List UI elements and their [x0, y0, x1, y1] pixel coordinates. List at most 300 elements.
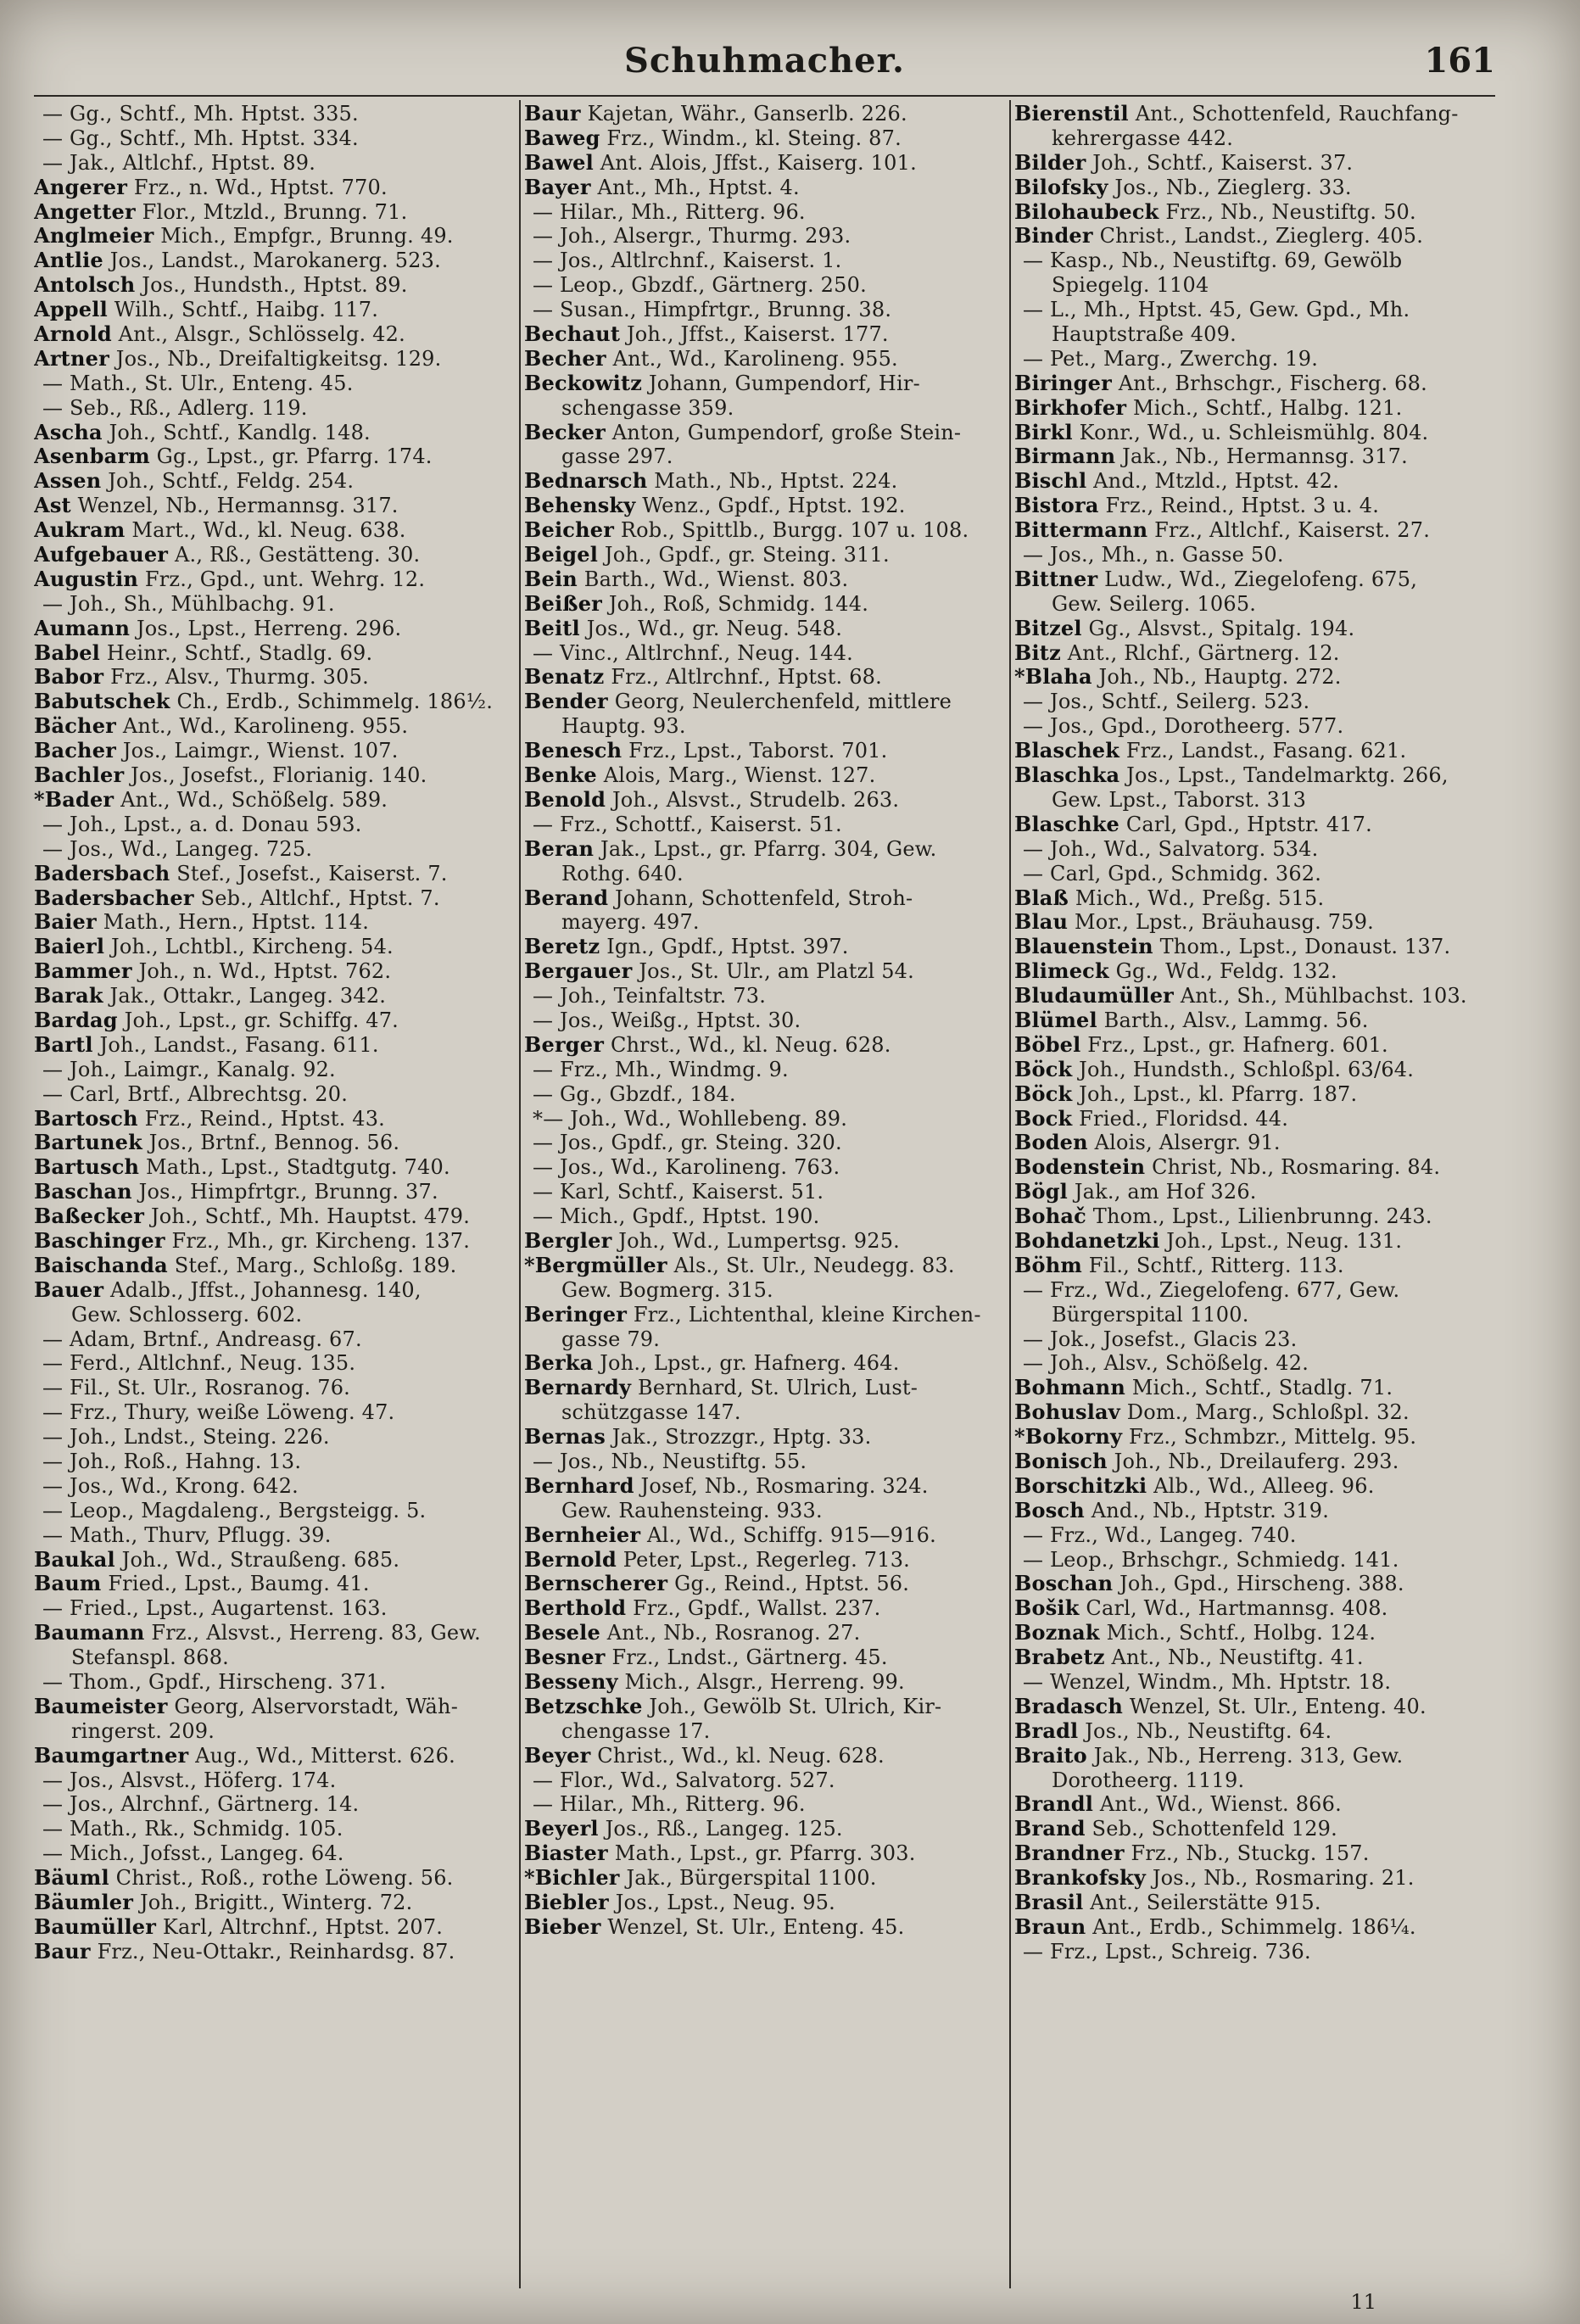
directory-entry [34, 1523, 519, 1548]
directory-entry [1014, 1254, 1495, 1278]
directory-entry [524, 1155, 1009, 1180]
entry-surname: Beyer [524, 1743, 591, 1768]
entry-surname: Aumann [34, 616, 131, 640]
entry-surname: Bitz [1014, 640, 1061, 665]
entry-details: — Math., Rk., Schmidg. 105. [42, 1817, 343, 1841]
directory-entry [524, 1817, 1009, 1841]
directory-entry [1014, 1695, 1495, 1719]
entry-surname: Badersbacher [34, 885, 194, 910]
entry-details: schützgasse 147. [561, 1400, 741, 1425]
entry-surname: Bieber [524, 1914, 601, 1939]
directory-entry [524, 1229, 1009, 1254]
directory-entry [34, 444, 519, 469]
entry-surname: Böhm [1014, 1253, 1082, 1277]
directory-entry [34, 494, 519, 518]
directory-entry [34, 421, 519, 445]
entry-details: Jos., Lpst., Tandelmarktg. 266, [1119, 763, 1449, 788]
header-rule [34, 95, 1495, 97]
directory-entry [524, 837, 1009, 862]
entry-details: Mich., Schtf., Halbg. 121. [1126, 395, 1403, 420]
directory-entry [34, 763, 519, 788]
entry-details: Ant., Wd., Schößelg. 589. [114, 787, 388, 812]
entry-details: Barth., Alsv., Lammg. 56. [1097, 1008, 1369, 1032]
directory-entry [34, 469, 519, 494]
directory-entry [1014, 1841, 1495, 1866]
entry-surname: Artner [34, 346, 109, 371]
directory-entry [524, 543, 1009, 567]
entry-surname: Appell [34, 298, 108, 322]
entry-surname: Böck [1014, 1057, 1073, 1081]
entry-surname: Betzschke [524, 1694, 643, 1718]
directory-entry [524, 935, 1009, 959]
directory-entry [1014, 1058, 1495, 1082]
entry-surname: Birkl [1014, 420, 1073, 444]
entry-details: Mich., Schtf., Stadlg. 71. [1125, 1376, 1393, 1400]
entry-details: Georg, Alservorstadt, Wäh- [167, 1694, 458, 1718]
directory-entry [1014, 1891, 1495, 1915]
entry-surname: Baierl [34, 935, 105, 959]
entry-details: Hauptstraße 409. [1052, 322, 1237, 347]
entry-surname: Bäumler [34, 1891, 134, 1915]
entry-details: Frz., Gpdf., Wallst. 237. [626, 1596, 881, 1621]
directory-entry [34, 837, 519, 862]
entry-surname: Bernold [524, 1547, 617, 1572]
directory-entry [34, 1572, 519, 1596]
entry-details: — Thom., Gpdf., Hirscheng. 371. [42, 1670, 387, 1694]
entry-details: Ant., Sh., Mühlbachst. 103. [1174, 984, 1467, 1008]
entry-surname: Bergauer [524, 959, 633, 984]
entry-continuation [34, 1719, 519, 1744]
directory-entry [34, 1670, 519, 1695]
entry-details: mayerg. 497. [561, 910, 700, 935]
entry-surname: Beringer [524, 1302, 628, 1327]
entry-details: Ign., Gpdf., Hptst. 397. [600, 935, 849, 959]
entry-continuation [524, 862, 1009, 886]
directory-entry [524, 763, 1009, 788]
directory-entry [34, 1376, 519, 1400]
entry-details: — Hilar., Mh., Ritterg. 96. [533, 1792, 806, 1817]
entry-details: Gg., Reind., Hptst. 56. [667, 1572, 910, 1596]
entry-continuation [1014, 1768, 1495, 1793]
entry-surname: Blaschek [1014, 739, 1120, 763]
directory-entry [524, 1082, 1009, 1107]
entry-details: schengasse 359. [561, 395, 734, 420]
directory-entry [1014, 102, 1495, 126]
entry-continuation [1014, 592, 1495, 617]
directory-entry [524, 347, 1009, 372]
entry-details: Gew. Seilerg. 1065. [1052, 591, 1257, 616]
entry-continuation [1014, 273, 1495, 298]
entry-details: — Jos., Mh., n. Gasse 50. [1023, 543, 1284, 567]
directory-entry [524, 249, 1009, 273]
directory-entry [34, 1474, 519, 1499]
directory-entry [1014, 421, 1495, 445]
directory-entry [524, 1841, 1009, 1866]
entry-details: Mich., Empfgr., Brunng. 49. [154, 224, 454, 249]
entry-details: Al., Wd., Schiffg. 915—916. [640, 1522, 936, 1547]
directory-entry [524, 1376, 1009, 1400]
directory-entry [1014, 396, 1495, 421]
entry-details: Ant., Schottenfeld, Rauchfang- [1128, 102, 1459, 126]
directory-entry [34, 567, 519, 592]
directory-entry [1014, 617, 1495, 641]
entry-details: — Frz., Wd., Ziegelofeng. 677, Gew. [1023, 1277, 1400, 1302]
entry-details: — Frz., Schottf., Kaiserst. 51. [533, 812, 842, 836]
entry-surname: Beitl [524, 616, 580, 640]
entry-surname: Bock [1014, 1106, 1073, 1131]
entry-surname: Bierenstil [1014, 102, 1129, 126]
entry-details: Christ., Wd., kl. Neug. 628. [590, 1743, 885, 1768]
entry-details: Frz., Altlrchnf., Hptst. 68. [604, 665, 882, 690]
entry-surname: Benke [524, 763, 597, 788]
entry-details: — Joh., Roß., Hahng. 13. [42, 1449, 302, 1473]
entry-details: Joh., Lchtbl., Kircheng. 54. [104, 935, 394, 959]
entry-surname: Bacher [34, 739, 117, 763]
entry-details: Georg, Neulerchenfeld, mittlere [607, 690, 952, 714]
entry-surname: Assen [34, 469, 102, 494]
directory-entry [1014, 1915, 1495, 1940]
directory-entry [1014, 1792, 1495, 1817]
entry-details: Konr., Wd., u. Schleismühlg. 804. [1072, 420, 1429, 444]
entry-surname: Bosch [1014, 1498, 1085, 1522]
entry-continuation [34, 1303, 519, 1327]
entry-surname: Baur [524, 102, 581, 126]
entry-details: Fried., Lpst., Baumg. 41. [101, 1572, 370, 1596]
directory-entry [1014, 837, 1495, 862]
entry-surname: Bernardy [524, 1376, 632, 1400]
entry-details: Frz., n. Wd., Hptst. 770. [127, 175, 388, 199]
directory-entry [1014, 1940, 1495, 1964]
directory-entry [34, 788, 519, 813]
entry-details: — Joh., Sh., Mühlbachg. 91. [42, 591, 335, 616]
entry-details: Hauptg. 93. [561, 714, 686, 739]
directory-entry [1014, 518, 1495, 543]
entry-details: Mich., Wd., Preßg. 515. [1069, 885, 1325, 910]
entry-details: Joh., Landst., Fasang. 611. [92, 1032, 379, 1057]
entry-details: Joh., Alsvst., Strudelb. 263. [606, 787, 900, 812]
directory-entry [524, 1033, 1009, 1058]
directory-entry [524, 273, 1009, 298]
entry-details: Fil., Schtf., Ritterg. 113. [1081, 1253, 1344, 1277]
directory-entry [1014, 1278, 1495, 1303]
entry-surname: *Bokorny [1014, 1425, 1123, 1450]
directory-entry [34, 273, 519, 298]
entry-surname: Bilder [1014, 150, 1086, 175]
entry-continuation [524, 1499, 1009, 1523]
entry-details: — Frz., Thury, weiße Löweng. 47. [42, 1400, 395, 1425]
entry-surname: Baumüller [34, 1914, 157, 1939]
entry-details: — Jok., Josefst., Glacis 23. [1023, 1327, 1298, 1351]
directory-entry [1014, 1645, 1495, 1670]
entry-details: Ant., Mh., Hptst. 4. [590, 175, 800, 199]
entry-details: Stefanspl. 868. [71, 1645, 229, 1670]
entry-details: — Pet., Marg., Zwerchg. 19. [1023, 346, 1319, 371]
entry-surname: Behensky [524, 494, 636, 518]
entry-details: Kajetan, Währ., Ganserlb. 226. [580, 102, 907, 126]
directory-entry [34, 1229, 519, 1254]
entry-surname: Blümel [1014, 1008, 1097, 1032]
entry-surname: Bartunek [34, 1131, 142, 1155]
entry-details: Math., Nb., Hptst. 224. [647, 469, 898, 494]
directory-entry [524, 1450, 1009, 1474]
entry-surname: Bittermann [1014, 518, 1148, 543]
directory-entry [34, 1278, 519, 1303]
entry-details: — Frz., Lpst., Schreig. 736. [1023, 1939, 1311, 1964]
entry-details: Jos., Himpfrtgr., Brunng. 37. [131, 1180, 438, 1204]
directory-entry [1014, 1107, 1495, 1131]
directory-entry [1014, 1351, 1495, 1376]
entry-details: — Joh., Laimgr., Kanalg. 92. [42, 1057, 336, 1081]
entry-details: Bürgerspital 1100. [1052, 1302, 1249, 1327]
entry-surname: Ascha [34, 420, 103, 444]
directory-entry [34, 690, 519, 714]
entry-surname: Blau [1014, 910, 1069, 935]
entry-surname: Berka [524, 1351, 594, 1376]
entry-surname: *Blaha [1014, 665, 1092, 690]
entry-details: Chrst., Wd., kl. Neug. 628. [604, 1032, 891, 1057]
entry-details: — Jos., Wd., Langeg. 725. [42, 836, 313, 861]
directory-entry [524, 1744, 1009, 1768]
directory-entry [34, 1450, 519, 1474]
entry-details: Alois, Marg., Wienst. 127. [596, 763, 876, 788]
directory-entry [1014, 714, 1495, 739]
entry-details: Flor., Mtzld., Brunng. 71. [135, 199, 408, 224]
entry-surname: Bonisch [1014, 1449, 1108, 1473]
entry-details: — Joh., Teinfaltstr. 73. [533, 984, 767, 1008]
entry-surname: Babel [34, 640, 101, 665]
entry-surname: Beicher [524, 518, 615, 543]
entry-details: Joh., Wd., Straußeng. 685. [114, 1547, 400, 1572]
directory-entry [34, 1107, 519, 1131]
entry-details: Frz., Windm., kl. Steing. 87. [600, 126, 902, 150]
entry-details: Gew. Schlosserg. 602. [71, 1302, 303, 1327]
entry-details: Johann, Schottenfeld, Stroh- [608, 885, 913, 910]
entry-details: Frz., Mh., gr. Kircheng. 137. [165, 1228, 471, 1253]
entry-details: Mich., Schtf., Holbg. 124. [1099, 1621, 1376, 1645]
directory-entry [524, 886, 1009, 911]
entry-details: Jos., Nb., Neustiftg. 64. [1078, 1718, 1332, 1743]
entry-surname: Bernscherer [524, 1572, 668, 1596]
directory-entry [34, 396, 519, 421]
entry-surname: Braun [1014, 1914, 1086, 1939]
entry-details: Gew. Rauhensteing. 933. [561, 1498, 823, 1522]
directory-entry [34, 910, 519, 935]
entry-surname: Benatz [524, 665, 605, 690]
directory-entry [1014, 249, 1495, 273]
entry-details: — Adam, Brtnf., Andreasg. 67. [42, 1327, 362, 1351]
entry-surname: Brabetz [1014, 1645, 1105, 1670]
directory-entry [1014, 1229, 1495, 1254]
directory-entry [1014, 494, 1495, 518]
directory-entry [34, 665, 519, 690]
directory-entry [34, 1327, 519, 1352]
entry-details: gasse 297. [561, 444, 673, 469]
directory-entry [1014, 1450, 1495, 1474]
entry-surname: Babor [34, 665, 104, 690]
entry-details: — Joh., Wd., Salvatorg. 534. [1023, 836, 1319, 861]
entry-details: — Carl, Gpd., Schmidg. 362. [1023, 861, 1322, 885]
page-number: 161 [1424, 41, 1495, 81]
entry-surname: Bechaut [524, 322, 621, 347]
entry-surname: Bernheier [524, 1522, 641, 1547]
entry-continuation [1014, 322, 1495, 347]
entry-details: — Fried., Lpst., Augartenst. 163. [42, 1596, 388, 1621]
entry-details: Frz., Schmbzr., Mittelg. 95. [1122, 1425, 1417, 1450]
entry-details: *— Joh., Wd., Wohllebeng. 89. [533, 1106, 848, 1131]
directory-entry [34, 935, 519, 959]
entry-details: Joh., Gpd., Hirscheng. 388. [1113, 1572, 1404, 1596]
directory-entry [524, 322, 1009, 347]
entry-details: Thom., Lpst., Lilienbrunng. 243. [1086, 1204, 1432, 1229]
directory-entry [34, 1866, 519, 1891]
entry-details: Frz., Lichtenthal, kleine Kirchen- [627, 1302, 981, 1327]
entry-surname: Barak [34, 984, 103, 1008]
directory-entry [34, 617, 519, 641]
directory-entry [1014, 176, 1495, 200]
entry-details: Frz., Gpd., unt. Wehrg. 12. [138, 567, 426, 591]
entry-details: And., Mtzld., Hptst. 42. [1086, 469, 1340, 494]
entry-details: Rob., Spittlb., Burgg. 107 u. 108. [614, 518, 969, 543]
directory-entry [524, 959, 1009, 984]
directory-entry [524, 1008, 1009, 1033]
running-title: Schuhmacher. [624, 41, 905, 81]
entry-details: Jos., Josefst., Florianig. 140. [124, 763, 427, 788]
entry-surname: Brankofsky [1014, 1866, 1146, 1891]
entry-details: Mor., Lpst., Bräuhausg. 759. [1068, 910, 1374, 935]
entry-surname: Beigel [524, 543, 599, 567]
entry-details: Jak., Nb., Hermannsg. 317. [1115, 444, 1408, 469]
entry-details: — Hilar., Mh., Ritterg. 96. [533, 199, 806, 224]
directory-entry [524, 1866, 1009, 1891]
directory-entry [524, 421, 1009, 445]
entry-surname: Beckowitz [524, 371, 643, 395]
directory-entry [34, 1008, 519, 1033]
entry-surname: Besele [524, 1621, 600, 1645]
directory-entry [524, 1204, 1009, 1229]
entry-surname: Bodenstein [1014, 1155, 1146, 1180]
directory-entry [524, 1131, 1009, 1155]
entry-surname: Bein [524, 567, 578, 591]
entry-details: — Wenzel, Windm., Mh. Hptstr. 18. [1023, 1670, 1392, 1694]
directory-entry [1014, 1376, 1495, 1400]
directory-entry [1014, 1719, 1495, 1744]
entry-details: Ant., Nb., Rosranog. 27. [600, 1621, 861, 1645]
entry-details: Jak., Lpst., gr. Pfarrg. 304, Gew. [594, 836, 937, 861]
directory-entry [1014, 1621, 1495, 1645]
directory-entry [1014, 813, 1495, 837]
entry-surname: Asenbarm [34, 444, 150, 469]
entry-details: — Joh., Alsv., Schößelg. 42. [1023, 1351, 1309, 1376]
entry-details: Frz., Alsv., Thurmg. 305. [103, 665, 369, 690]
entry-details: chengasse 17. [561, 1718, 711, 1743]
entry-surname: *Bichler [524, 1866, 620, 1891]
entry-surname: Bilofsky [1014, 175, 1108, 199]
directory-entry [1014, 1180, 1495, 1204]
directory-entry [34, 1499, 519, 1523]
entry-continuation [1014, 788, 1495, 813]
entry-details: Wenzel, Nb., Hermannsg. 317. [70, 494, 399, 518]
entry-details: Josef, Nb., Rosmaring. 324. [634, 1473, 929, 1498]
directory-entry [1014, 347, 1495, 372]
entry-details: — Jos., Alsvst., Höferg. 174. [42, 1768, 337, 1792]
entry-details: Spiegelg. 1104 [1052, 273, 1209, 298]
directory-column-3 [1014, 102, 1495, 2273]
directory-entry [34, 592, 519, 617]
entry-surname: Bohač [1014, 1204, 1086, 1229]
directory-entry [524, 813, 1009, 837]
entry-details: Gg., Alsvst., Spitalg. 194. [1081, 616, 1355, 640]
entry-surname: Biringer [1014, 371, 1112, 395]
entry-surname: Baweg [524, 126, 600, 150]
entry-surname: Biebler [524, 1891, 609, 1915]
entry-details: Jak., Strozzgr., Hptg. 33. [605, 1425, 872, 1450]
directory-entry [524, 1254, 1009, 1278]
entry-surname: Böbel [1014, 1032, 1081, 1057]
entry-details: — Frz., Mh., Windmg. 9. [533, 1057, 789, 1081]
directory-entry [1014, 1866, 1495, 1891]
entry-details: — Leop., Gbzdf., Gärtnerg. 250. [533, 273, 867, 298]
directory-entry [34, 1744, 519, 1768]
directory-entry [1014, 543, 1495, 567]
entry-details: Ch., Erdb., Schimmelg. 186½. [170, 690, 494, 714]
entry-surname: Blaß [1014, 885, 1069, 910]
entry-details: Jos., Lpst., Herreng. 296. [130, 616, 402, 640]
entry-details: — Fil., St. Ulr., Rosranog. 76. [42, 1376, 351, 1400]
entry-details: Jos., Hundsth., Hptst. 89. [135, 273, 408, 298]
entry-details: — Jos., Alrchnf., Gärtnerg. 14. [42, 1792, 360, 1817]
entry-surname: Baumeister [34, 1694, 168, 1718]
entry-surname: Baukal [34, 1547, 115, 1572]
entry-surname: Baschan [34, 1180, 132, 1204]
entry-surname: Bawel [524, 150, 594, 175]
entry-surname: Bošik [1014, 1596, 1080, 1621]
entry-surname: Anglmeier [34, 224, 154, 249]
directory-entry [1014, 959, 1495, 984]
entry-details: Fried., Floridsd. 44. [1072, 1106, 1289, 1131]
entry-surname: Bergler [524, 1228, 612, 1253]
directory-entry [34, 1033, 519, 1058]
entry-details: — Ferd., Altlchnf., Neug. 135. [42, 1351, 356, 1376]
entry-details: Heinr., Schtf., Stadlg. 69. [100, 640, 373, 665]
entry-surname: Bachler [34, 763, 125, 788]
entry-surname: Birkhofer [1014, 395, 1127, 420]
entry-details: Frz., Lndst., Gärtnerg. 45. [605, 1645, 888, 1670]
entry-details: — Carl, Brtf., Albrechtsg. 20. [42, 1081, 349, 1106]
entry-details: Frz., Altlchf., Kaiserst. 27. [1147, 518, 1431, 543]
directory-entry [524, 641, 1009, 666]
entry-surname: Brand [1014, 1817, 1086, 1841]
directory-entry [1014, 1131, 1495, 1155]
directory-entry [34, 1425, 519, 1450]
entry-details: Christ., Landst., Zieglerg. 405. [1092, 224, 1424, 249]
entry-details: Joh., Nb., Dreilauferg. 293. [1107, 1449, 1399, 1473]
entry-details: Jos., Brtnf., Bennog. 56. [142, 1131, 400, 1155]
entry-surname: Beran [524, 836, 595, 861]
directory-entry [524, 739, 1009, 763]
directory-entry [1014, 910, 1495, 935]
directory-entry [34, 200, 519, 225]
directory-entry [34, 1940, 519, 1964]
directory-entry [1014, 224, 1495, 249]
directory-entry [1014, 1670, 1495, 1695]
entry-details: Jos., Nb., Dreifaltigkeitsg. 129. [109, 346, 442, 371]
directory-entry [34, 298, 519, 322]
entry-details: Math., Lpst., gr. Pfarrg. 303. [607, 1841, 916, 1866]
entry-surname: Bartusch [34, 1155, 140, 1180]
entry-details: Joh., Schtf., Mh. Hauptst. 479. [144, 1204, 471, 1229]
entry-details: Jos., Lpst., Neug. 95. [608, 1891, 835, 1915]
directory-entry [1014, 1744, 1495, 1768]
